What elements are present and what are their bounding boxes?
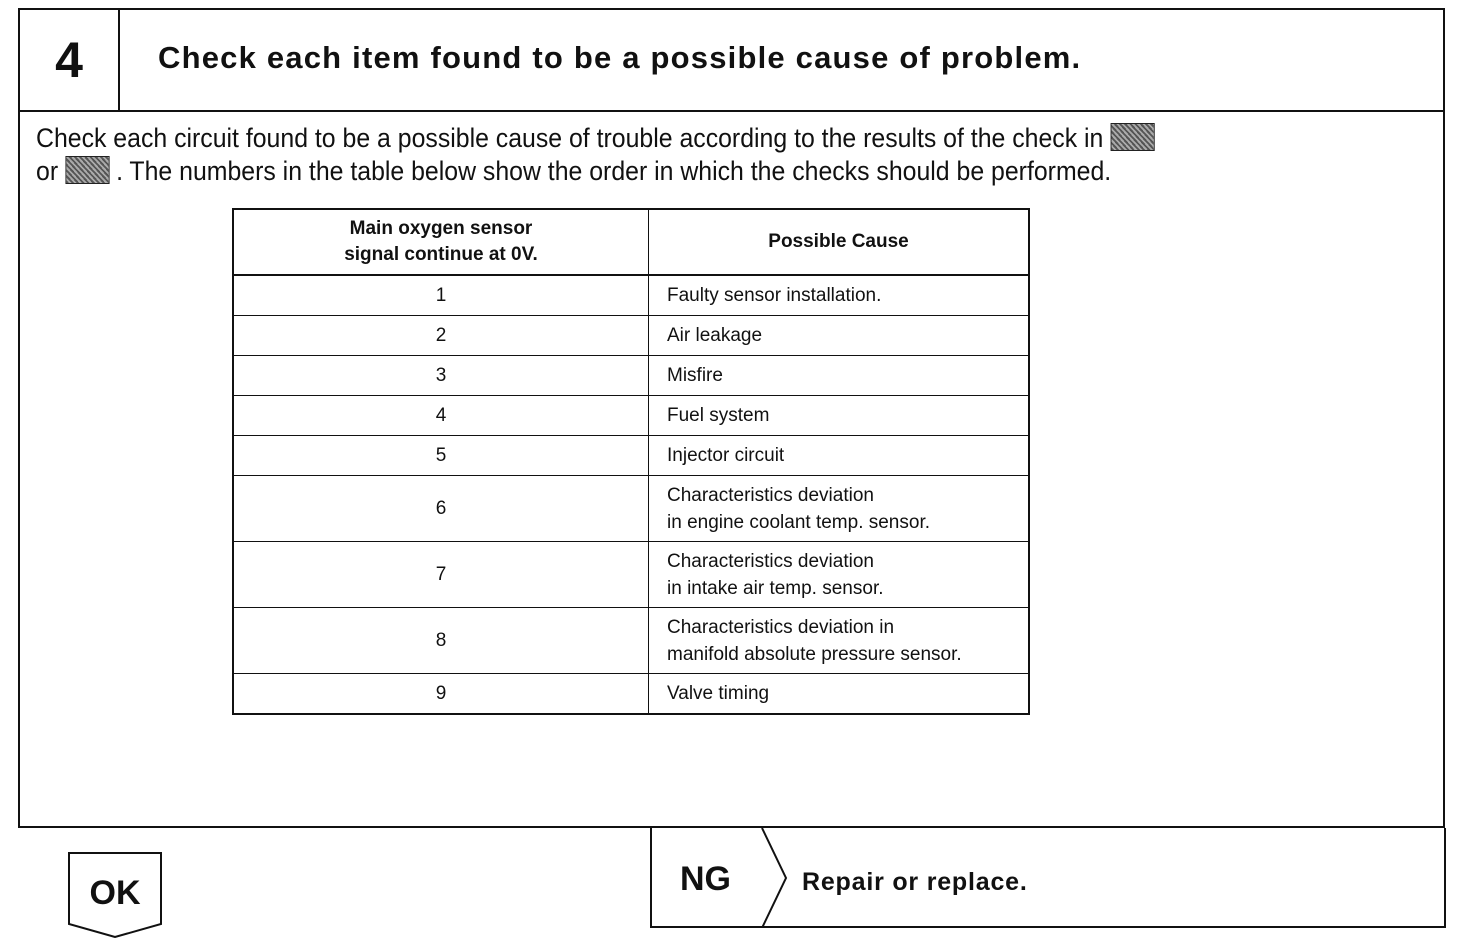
row-cause-line-2: manifold absolute pressure sensor.	[667, 643, 962, 665]
reference-step-icon	[1110, 123, 1154, 151]
step-header	[20, 10, 1443, 112]
row-cause-line-1: Characteristics deviation	[667, 550, 874, 572]
ok-label: OK	[89, 874, 141, 912]
table-row	[233, 316, 1029, 356]
ng-chevron-icon	[760, 828, 790, 928]
row-cause: Valve timing	[649, 674, 1030, 715]
table-row	[233, 608, 1029, 674]
row-cause: Injector circuit	[649, 436, 1030, 476]
table-row	[233, 674, 1029, 715]
header-condition-line-1: Main oxygen sensor	[349, 218, 533, 239]
intro-paragraph	[36, 122, 1296, 188]
row-cause	[649, 608, 1030, 674]
ng-label: NG	[680, 860, 731, 898]
row-cause: Air leakage	[649, 316, 1030, 356]
intro-line-2-prefix: or	[36, 156, 59, 186]
table-row	[233, 436, 1029, 476]
header-possible-cause: Possible Cause	[649, 209, 1030, 275]
table-row	[233, 396, 1029, 436]
ng-result-box	[650, 828, 1446, 928]
header-condition	[233, 209, 649, 275]
row-number: 3	[233, 356, 649, 396]
row-number: 1	[233, 275, 649, 316]
possible-cause-table	[232, 208, 1030, 715]
header-condition-line-2: signal continue at 0V.	[344, 244, 538, 265]
row-cause-line-1: Characteristics deviation in	[667, 616, 895, 638]
table-row	[233, 275, 1029, 316]
row-number: 7	[233, 542, 649, 608]
row-cause: Misfire	[649, 356, 1030, 396]
row-number: 2	[233, 316, 649, 356]
table-header-row	[233, 209, 1029, 275]
table-row	[233, 476, 1029, 542]
table-row	[233, 542, 1029, 608]
row-cause: Fuel system	[649, 396, 1030, 436]
row-cause-line-1: Characteristics deviation	[667, 484, 874, 506]
row-number: 4	[233, 396, 649, 436]
row-number: 6	[233, 476, 649, 542]
step-title: Check each item found to be a possible cause of problem.	[158, 40, 1082, 75]
row-number: 8	[233, 608, 649, 674]
ng-action: Repair or replace.	[802, 868, 1028, 896]
row-number: 9	[233, 674, 649, 715]
step-number: 4	[20, 10, 120, 110]
row-cause	[649, 542, 1030, 608]
row-cause-line-2: in intake air temp. sensor.	[667, 577, 884, 599]
row-cause: Faulty sensor installation.	[649, 275, 1030, 316]
intro-line-1: Check each circuit found to be a possible cause of trouble according to the results of the check in	[36, 123, 1104, 153]
row-number: 5	[233, 436, 649, 476]
intro-line-2: . The numbers in the table below show the order in which the checks should be performed.	[116, 156, 1112, 186]
table-row	[233, 356, 1029, 396]
row-cause-line-2: in engine coolant temp. sensor.	[667, 511, 931, 533]
reference-step-icon	[65, 156, 109, 184]
row-cause	[649, 476, 1030, 542]
ok-result-badge	[68, 852, 162, 938]
